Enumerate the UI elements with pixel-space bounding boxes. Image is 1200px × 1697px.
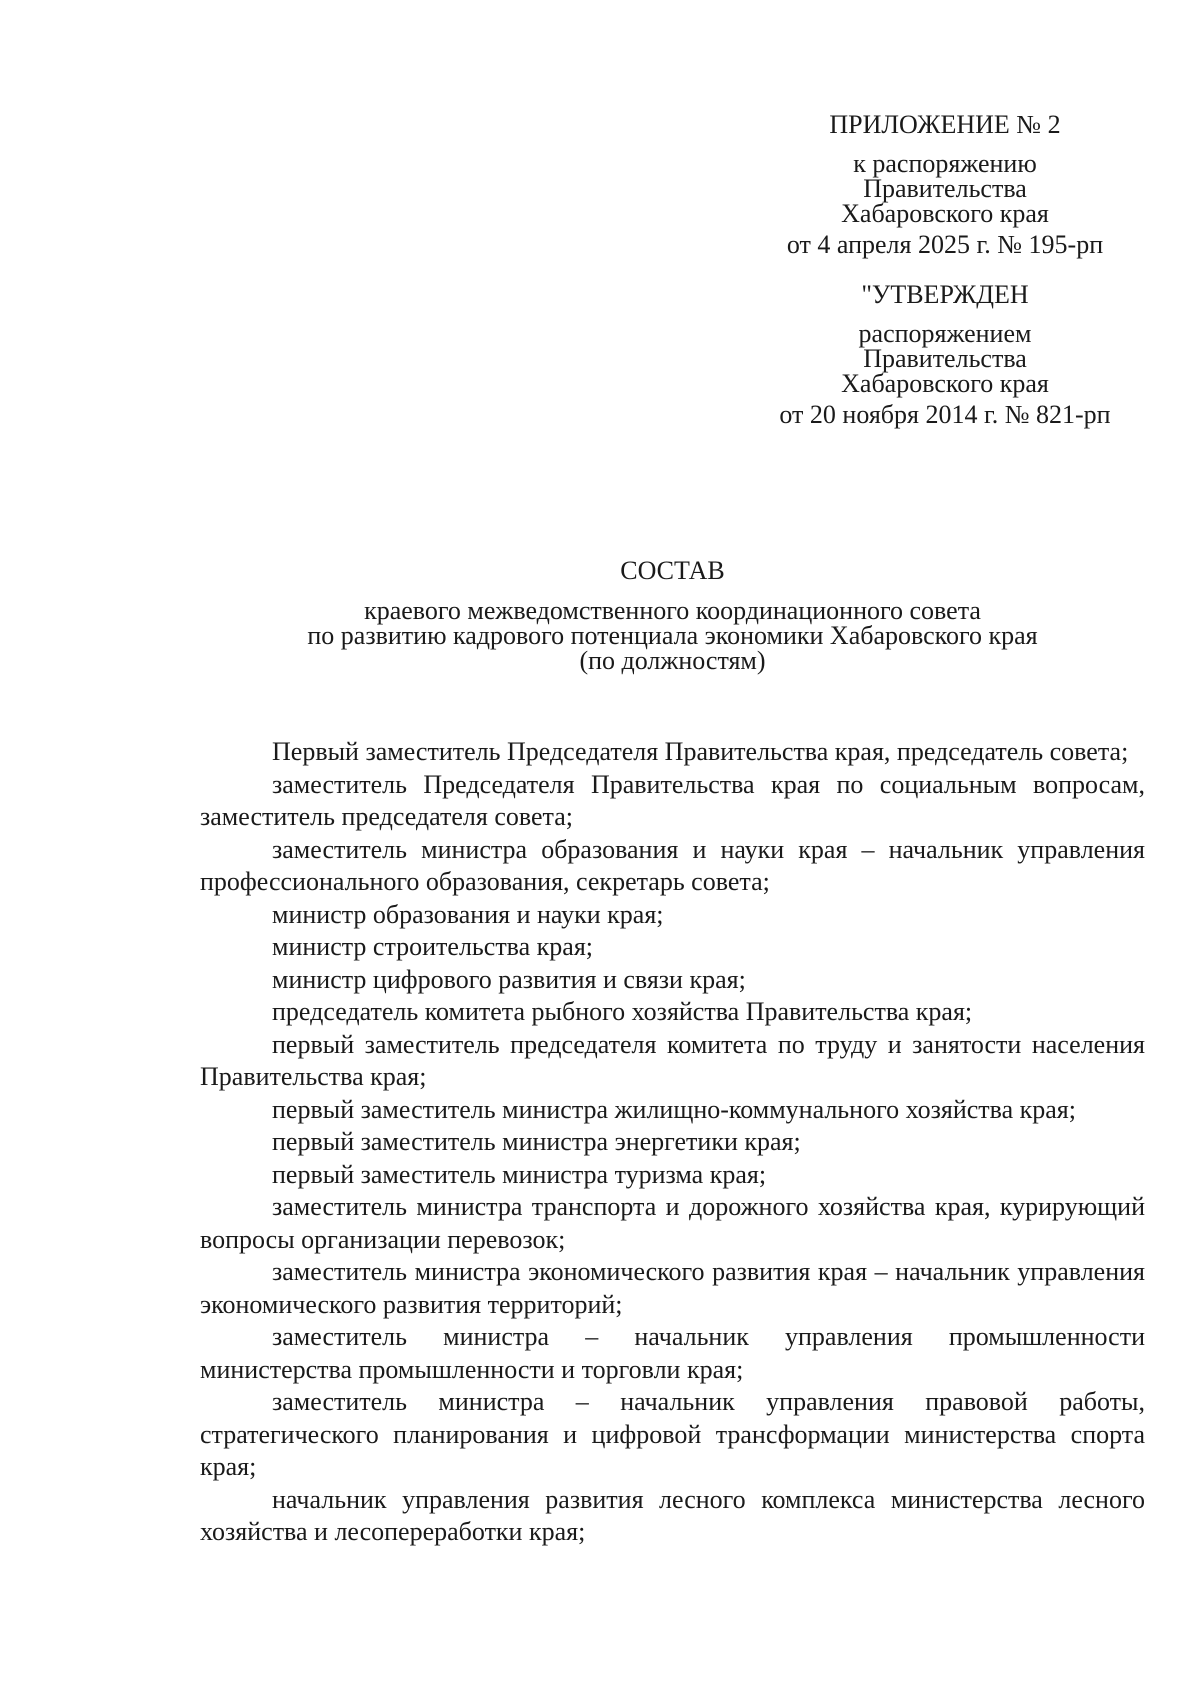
approved-title	[760, 282, 1130, 307]
approved-date-text: от 20 ноября 2014 г. № 821-рп	[779, 400, 1111, 429]
appendix-reference	[760, 151, 1130, 226]
member-item: министр образования и науки края;	[272, 899, 664, 929]
document-subtitle-line: (по должностям)	[579, 646, 766, 675]
approved-ref-line: Правительства	[863, 344, 1027, 373]
member-item: Первый заместитель Председателя Правительства края, председатель совета;	[272, 737, 1129, 766]
member-item: заместитель министра – начальник управления промышленности министерства промышленности и торговли края;	[200, 1322, 1145, 1384]
document-title	[200, 558, 1145, 583]
approved-ref-line: распоряжением	[858, 319, 1032, 348]
document-subtitle-line: краевого межведомственного координационного совета	[364, 596, 981, 625]
member-item: заместитель министра образования и науки края – начальник управления профессионального образования, секретарь совета;	[200, 834, 1145, 896]
member-item: заместитель министра экономического развития края – начальник управления экономического развития территорий;	[200, 1257, 1145, 1319]
document-subtitle	[200, 598, 1145, 673]
approved-date	[760, 402, 1130, 427]
member-item: председатель комитета рыбного хозяйства Правительства края;	[272, 997, 973, 1026]
member-item: министр цифрового развития и связи края;	[272, 964, 746, 994]
appendix-ref-line: Правительства	[863, 174, 1027, 203]
appendix-date-text: от 4 апреля 2025 г. № 195-рп	[786, 230, 1104, 259]
document-title-text: СОСТАВ	[620, 556, 725, 585]
appendix-title-text: ПРИЛОЖЕНИЕ № 2	[829, 110, 1061, 139]
member-item: заместитель министра транспорта и дорожного хозяйства края, курирующий вопросы организации перевозок;	[200, 1192, 1145, 1254]
approved-reference	[760, 321, 1130, 396]
document-subtitle-line: по развитию кадрового потенциала экономики Хабаровского края	[307, 621, 1038, 650]
member-item: заместитель Председателя Правительства края по социальным вопросам, заместитель председателя совета;	[200, 769, 1145, 831]
approved-title-text: "УТВЕРЖДЕН	[861, 280, 1029, 309]
member-item: министр строительства края;	[272, 932, 594, 961]
appendix-date	[760, 232, 1130, 257]
member-item: начальник управления развития лесного комплекса министерства лесного хозяйства и лесопереработки края;	[200, 1484, 1145, 1546]
member-item: заместитель министра – начальник управления правовой работы, стратегического планирования и цифровой трансформации министерства спорта края;	[200, 1387, 1145, 1481]
appendix-ref-line: Хабаровского края	[841, 199, 1049, 228]
member-item: первый заместитель министра туризма края;	[272, 1159, 767, 1189]
member-item: первый заместитель председателя комитета по труду и занятости населения Правительства края;	[200, 1029, 1145, 1091]
approved-ref-line: Хабаровского края	[841, 369, 1049, 398]
member-item: первый заместитель министра энергетики края;	[272, 1127, 801, 1156]
members-list	[200, 736, 1145, 1549]
member-item: первый заместитель министра жилищно-коммунального хозяйства края;	[272, 1094, 1076, 1124]
appendix-title	[760, 112, 1130, 137]
appendix-ref-line: к распоряжению	[853, 149, 1037, 178]
